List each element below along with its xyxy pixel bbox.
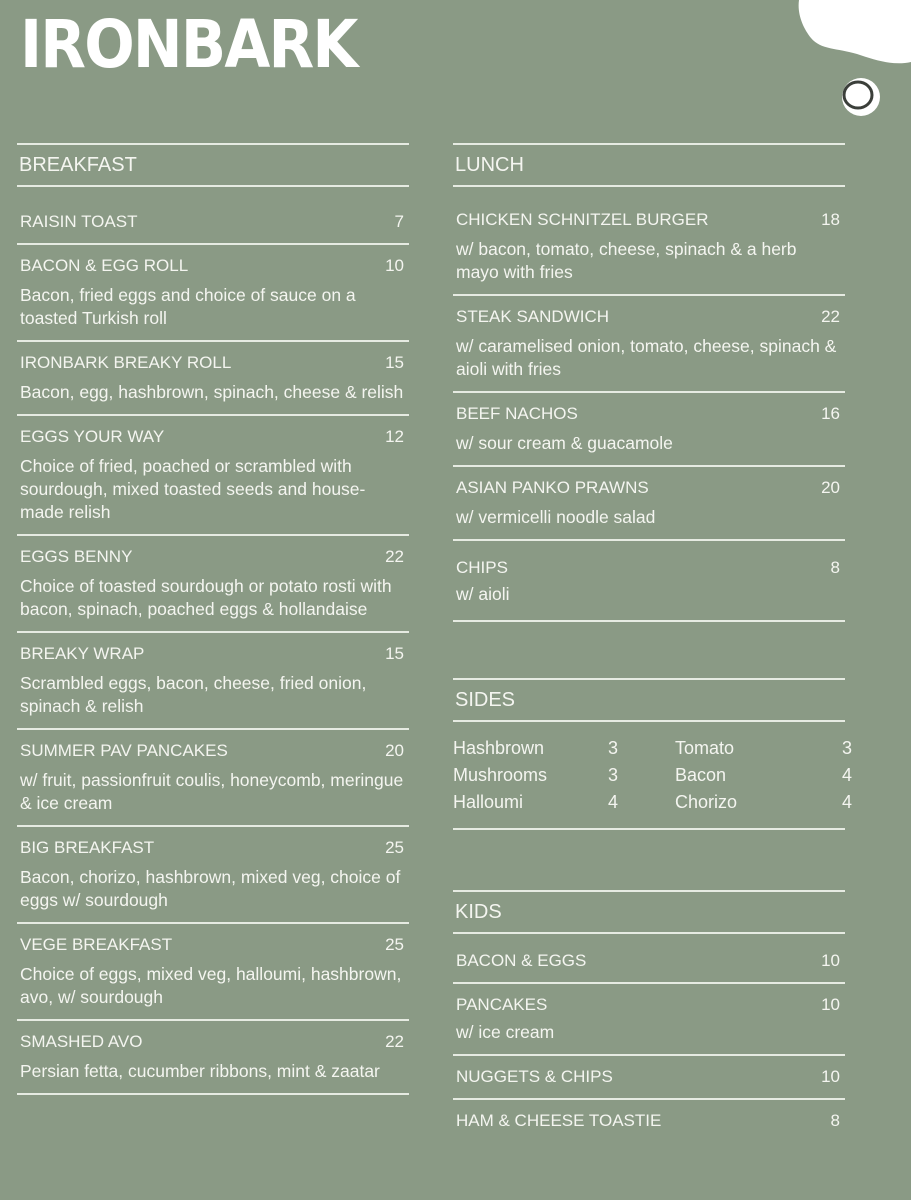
item-name: BACON & EGGS — [456, 951, 587, 970]
item-price: 25 — [385, 935, 404, 954]
item-name: CHICKEN SCHNITZEL BURGER — [456, 210, 709, 229]
item-price: 22 — [385, 1032, 404, 1051]
section-title-kids: KIDS — [455, 901, 502, 923]
menu-item — [17, 416, 409, 534]
item-description: Choice of eggs, mixed veg, halloumi, hashbrown, avo, w/ sourdough — [20, 964, 402, 1007]
item-description: w/ sour cream & guacamole — [456, 433, 673, 453]
item-price: 7 — [394, 212, 404, 231]
item-price: 10 — [821, 951, 840, 970]
menu-item — [453, 984, 845, 1054]
menu-item — [17, 633, 409, 728]
item-price: 20 — [821, 478, 840, 497]
item-price: 12 — [385, 427, 404, 446]
item-description: w/ vermicelli noodle salad — [456, 507, 656, 527]
item-name: PANCAKES — [456, 995, 548, 1014]
item-description: Choice of toasted sourdough or potato rosti with bacon, spinach, poached eggs & hollandaise — [20, 576, 392, 619]
side-price: 3 — [842, 738, 853, 758]
side-name: Hashbrown — [453, 738, 545, 758]
item-price: 22 — [821, 307, 840, 326]
item-name: RAISIN TOAST — [20, 212, 138, 231]
side-name: Tomato — [675, 738, 735, 758]
item-price: 15 — [385, 644, 404, 663]
menu-item — [17, 201, 409, 243]
item-name: EGGS YOUR WAY — [20, 427, 165, 446]
menu-item — [17, 342, 409, 414]
item-price: 25 — [385, 838, 404, 857]
item-price: 16 — [821, 404, 840, 423]
item-description: w/ caramelised onion, tomato, cheese, spinach & aioli with fries — [456, 336, 837, 379]
item-price: 18 — [821, 210, 840, 229]
side-price: 3 — [608, 738, 619, 758]
menu-item — [17, 924, 409, 1019]
side-name: Halloumi — [453, 792, 524, 812]
item-name: CHIPS — [456, 558, 508, 577]
breakfast-section — [17, 143, 409, 1095]
item-name: BREAKY WRAP — [20, 644, 145, 663]
menu-item — [453, 940, 845, 982]
brand-logo: IRONBARK — [20, 6, 357, 83]
menu-item — [453, 541, 845, 620]
item-price: 20 — [385, 741, 404, 760]
item-name: STEAK SANDWICH — [456, 307, 610, 326]
item-price: 8 — [830, 1111, 840, 1130]
section-title-breakfast: BREAKFAST — [19, 154, 137, 176]
item-description: Bacon, fried eggs and choice of sauce on a toasted Turkish roll — [20, 285, 356, 328]
item-description: Choice of fried, poached or scrambled with sourdough, mixed toasted seeds and house-made relish — [20, 456, 366, 522]
item-description: w/ aioli — [456, 584, 510, 604]
menu-item — [453, 199, 845, 294]
menu-item — [17, 245, 409, 340]
side-price: 3 — [608, 765, 619, 785]
menu-item — [453, 1100, 845, 1142]
item-description: w/ bacon, tomato, cheese, spinach & a herb mayo with fries — [456, 239, 797, 282]
item-name: HAM & CHEESE TOASTIE — [456, 1111, 662, 1130]
item-name: SUMMER PAV PANCAKES — [20, 741, 228, 760]
item-price: 8 — [830, 558, 840, 577]
decorative-blob-icon — [791, 0, 911, 125]
menu-item — [17, 730, 409, 825]
item-description: Bacon, egg, hashbrown, spinach, cheese & relish — [20, 382, 404, 402]
menu-item — [17, 536, 409, 631]
item-name: VEGE BREAKFAST — [20, 935, 173, 954]
sides-list — [453, 722, 853, 828]
item-description: Persian fetta, cucumber ribbons, mint & zaatar — [20, 1061, 380, 1081]
side-name: Mushrooms — [453, 765, 548, 785]
item-name: SMASHED AVO — [20, 1032, 143, 1051]
menu-item — [17, 1021, 409, 1093]
item-price: 15 — [385, 353, 404, 372]
item-description: w/ ice cream — [456, 1022, 555, 1042]
item-description: Bacon, chorizo, hashbrown, mixed veg, choice of eggs w/ sourdough — [20, 867, 401, 910]
menu-item — [453, 296, 845, 391]
item-name: EGGS BENNY — [20, 547, 133, 566]
item-name: NUGGETS & CHIPS — [456, 1067, 613, 1086]
side-price: 4 — [608, 792, 619, 812]
item-price: 22 — [385, 547, 404, 566]
menu-item — [453, 393, 845, 465]
item-description: Scrambled eggs, bacon, cheese, fried onion, spinach & relish — [20, 673, 367, 716]
menu-item — [17, 827, 409, 922]
item-price: 10 — [385, 256, 404, 275]
menu-item — [453, 1056, 845, 1098]
section-title-lunch: LUNCH — [455, 154, 524, 176]
side-name: Chorizo — [675, 792, 738, 812]
side-price: 4 — [842, 792, 853, 812]
side-name: Bacon — [675, 765, 727, 785]
item-price: 10 — [821, 995, 840, 1014]
item-name: BACON & EGG ROLL — [20, 256, 189, 275]
side-price: 4 — [842, 765, 853, 785]
item-name: ASIAN PANKO PRAWNS — [456, 478, 649, 497]
item-description: w/ fruit, passionfruit coulis, honeycomb, meringue & ice cream — [20, 770, 404, 813]
menu-item — [453, 467, 845, 539]
item-name: IRONBARK BREAKY ROLL — [20, 353, 232, 372]
item-name: BIG BREAKFAST — [20, 838, 155, 857]
section-title-sides: SIDES — [455, 689, 516, 711]
right-column — [453, 143, 853, 1142]
item-price: 10 — [821, 1067, 840, 1086]
item-name: BEEF NACHOS — [456, 404, 578, 423]
divider — [17, 1093, 409, 1095]
